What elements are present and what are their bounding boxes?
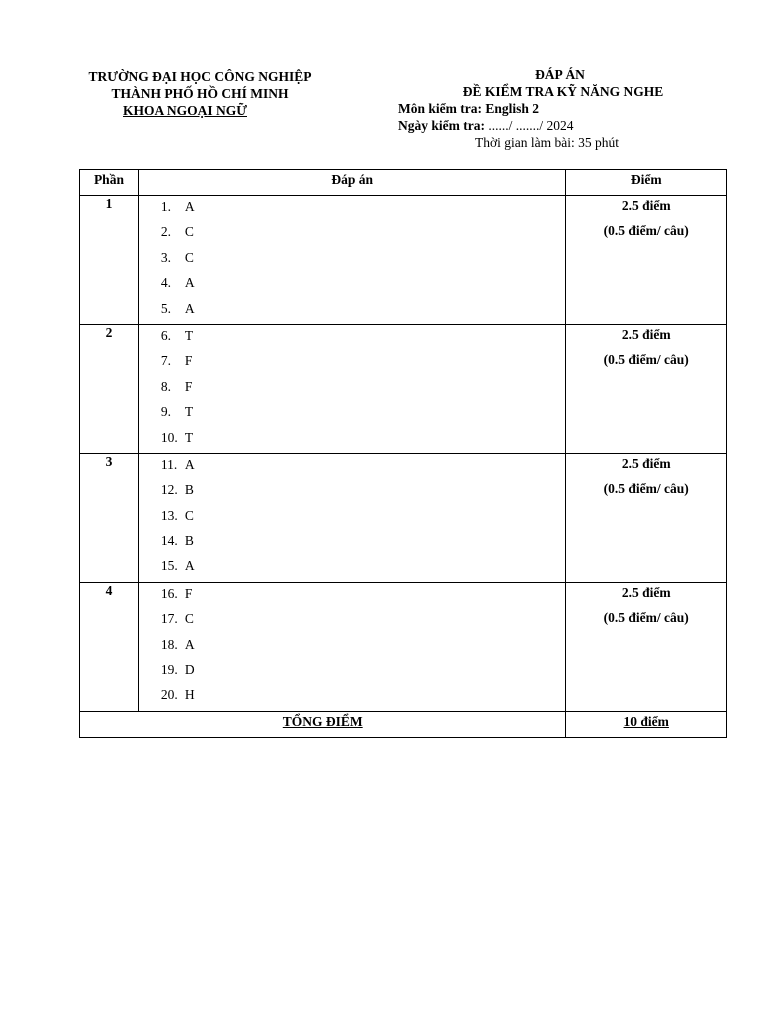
question-number: 2. bbox=[160, 224, 172, 240]
table-row bbox=[80, 196, 727, 325]
answer-value: A bbox=[184, 456, 195, 472]
answer-value: A bbox=[184, 300, 195, 316]
table-header-row bbox=[80, 170, 727, 196]
doc-subtitle: ĐỀ KIỂM TRA KỸ NĂNG NGHE bbox=[462, 84, 664, 99]
list-item bbox=[161, 377, 566, 402]
table-row bbox=[80, 453, 727, 582]
total-row bbox=[80, 711, 727, 737]
answer-value: D bbox=[184, 662, 195, 678]
total-value: 10 điểm bbox=[566, 711, 727, 737]
city-name: THÀNH PHỐ HỒ CHÍ MINH bbox=[111, 86, 289, 101]
part-number: 3 bbox=[80, 453, 139, 582]
header-points: Điểm bbox=[566, 170, 727, 196]
question-number: 16. bbox=[160, 585, 178, 601]
question-number: 1. bbox=[160, 199, 172, 214]
answer-list-cell bbox=[138, 324, 566, 453]
question-number: 6. bbox=[160, 327, 172, 343]
question-number: 20. bbox=[160, 687, 178, 703]
subject-label: Môn kiểm tra: bbox=[398, 101, 482, 116]
section-points: 2.5 điểm bbox=[621, 326, 671, 342]
question-number: 9. bbox=[160, 404, 172, 420]
date-label: Ngày kiểm tra: bbox=[398, 118, 485, 133]
answer-value: F bbox=[184, 585, 193, 601]
list-item bbox=[161, 455, 566, 480]
question-number: 13. bbox=[160, 507, 178, 523]
list-item bbox=[161, 506, 566, 531]
points-per-question: (0.5 điểm/ câu) bbox=[603, 610, 689, 626]
date-line bbox=[398, 117, 698, 134]
answer-value: B bbox=[184, 533, 194, 549]
answer-value: T bbox=[184, 429, 194, 445]
total-label: TỔNG ĐIỂM bbox=[80, 711, 566, 737]
faculty-name: KHOA NGOẠI NGỮ bbox=[122, 103, 247, 118]
points-per-question: (0.5 điểm/ câu) bbox=[603, 481, 689, 497]
answer-value: T bbox=[184, 404, 194, 420]
question-number: 7. bbox=[160, 353, 172, 369]
doc-title: ĐÁP ÁN bbox=[535, 67, 585, 82]
list-item bbox=[161, 197, 566, 222]
question-number: 19. bbox=[160, 662, 178, 678]
header-answer: Đáp án bbox=[138, 170, 566, 196]
subject-line bbox=[398, 100, 698, 117]
points-per-question: (0.5 điểm/ câu) bbox=[603, 223, 689, 239]
answer-value: C bbox=[184, 507, 194, 523]
answer-value: C bbox=[184, 224, 194, 240]
list-item bbox=[161, 584, 566, 609]
table-row bbox=[80, 324, 727, 453]
part-number: 4 bbox=[80, 582, 139, 711]
list-item bbox=[161, 299, 566, 324]
list-item bbox=[161, 609, 566, 634]
answer-value: C bbox=[184, 611, 194, 627]
question-number: 14. bbox=[160, 533, 178, 549]
answer-list-cell bbox=[138, 582, 566, 711]
list-item bbox=[161, 326, 566, 351]
answer-value: T bbox=[184, 327, 194, 343]
list-item bbox=[161, 248, 566, 273]
list-item bbox=[161, 635, 566, 660]
list-item bbox=[161, 273, 566, 298]
subject-value: English 2 bbox=[485, 101, 540, 116]
answer-value: C bbox=[184, 249, 194, 265]
answer-list-cell bbox=[138, 196, 566, 325]
answer-value: A bbox=[184, 275, 195, 291]
list-item bbox=[161, 660, 566, 685]
question-number: 5. bbox=[160, 300, 172, 316]
points-cell bbox=[566, 196, 727, 325]
answer-value: A bbox=[184, 199, 195, 214]
answer-list bbox=[139, 454, 566, 582]
school-header bbox=[60, 68, 340, 119]
question-number: 15. bbox=[160, 558, 178, 574]
points-per-question: (0.5 điểm/ câu) bbox=[603, 352, 689, 368]
answer-value: B bbox=[184, 482, 194, 498]
answer-value: H bbox=[184, 687, 195, 703]
list-item bbox=[161, 428, 566, 453]
school-name: TRƯỜNG ĐẠI HỌC CÔNG NGHIỆP bbox=[88, 69, 312, 84]
list-item bbox=[161, 402, 566, 427]
question-number: 12. bbox=[160, 482, 178, 498]
answer-list bbox=[139, 325, 566, 453]
points-cell bbox=[566, 324, 727, 453]
list-item bbox=[161, 556, 566, 581]
question-number: 18. bbox=[160, 636, 178, 652]
list-item bbox=[161, 685, 566, 710]
question-number: 10. bbox=[160, 429, 178, 445]
question-number: 11. bbox=[160, 456, 178, 472]
question-number: 8. bbox=[160, 378, 172, 394]
section-points: 2.5 điểm bbox=[621, 455, 671, 471]
answer-list bbox=[139, 583, 566, 711]
points-cell bbox=[566, 453, 727, 582]
question-number: 17. bbox=[160, 611, 178, 627]
answer-value: A bbox=[184, 636, 195, 652]
question-number: 3. bbox=[160, 249, 172, 265]
date-value: ....../ ......./ 2024 bbox=[488, 118, 574, 133]
header-part: Phần bbox=[80, 170, 139, 196]
part-number: 1 bbox=[80, 196, 139, 325]
points-cell bbox=[566, 582, 727, 711]
list-item bbox=[161, 531, 566, 556]
list-item bbox=[161, 480, 566, 505]
table-row bbox=[80, 582, 727, 711]
answer-value: F bbox=[184, 353, 193, 369]
answer-value: F bbox=[184, 378, 193, 394]
answer-list-cell bbox=[138, 453, 566, 582]
part-number: 2 bbox=[80, 324, 139, 453]
question-number: 4. bbox=[160, 275, 172, 291]
answer-list bbox=[139, 196, 566, 324]
section-points: 2.5 điểm bbox=[621, 584, 671, 600]
exam-header bbox=[398, 66, 698, 151]
answer-value: A bbox=[184, 558, 195, 574]
section-points: 2.5 điểm bbox=[621, 198, 671, 213]
list-item bbox=[161, 351, 566, 376]
time-line: Thời gian làm bài: 35 phút bbox=[475, 135, 619, 150]
list-item bbox=[161, 222, 566, 247]
answer-table bbox=[79, 169, 727, 738]
